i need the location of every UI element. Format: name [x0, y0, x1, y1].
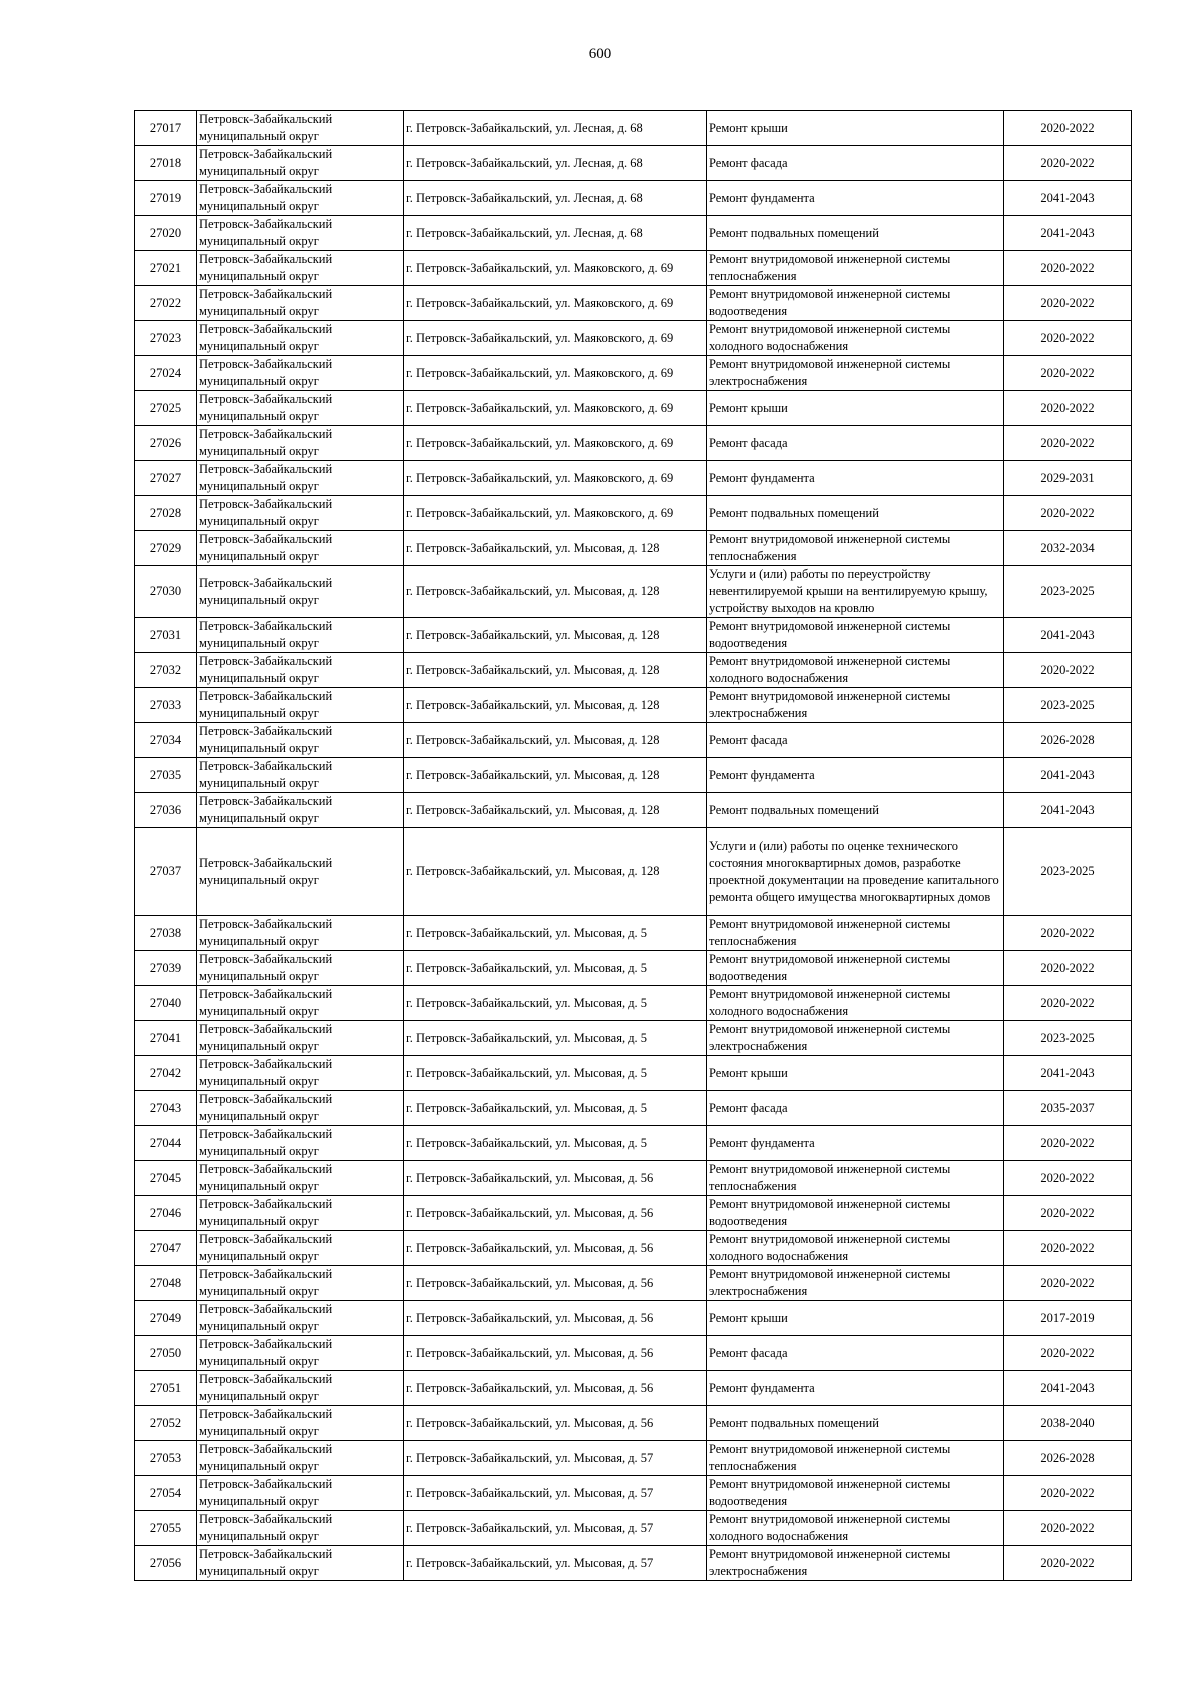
work-type-cell: Ремонт подвальных помещений [707, 216, 1004, 251]
table-row [135, 1336, 1132, 1371]
table-body [135, 111, 1132, 1581]
address-cell: г. Петровск-Забайкальский, ул. Мысовая, д. 5 [404, 1056, 707, 1091]
address-cell: г. Петровск-Забайкальский, ул. Мысовая, д. 5 [404, 1021, 707, 1056]
municipality-cell: Петровск-Забайкальский муниципальный округ [197, 951, 404, 986]
row-number-cell: 27021 [135, 251, 197, 286]
period-cell: 2041-2043 [1004, 181, 1132, 216]
period-cell: 2020-2022 [1004, 1126, 1132, 1161]
table-row [135, 1546, 1132, 1581]
work-type-cell: Ремонт внутридомовой инженерной системы электроснабжения [707, 356, 1004, 391]
table-row [135, 286, 1132, 321]
work-type-cell: Ремонт фундамента [707, 1126, 1004, 1161]
row-number-cell: 27041 [135, 1021, 197, 1056]
address-cell: г. Петровск-Забайкальский, ул. Мысовая, д. 56 [404, 1406, 707, 1441]
row-number-cell: 27036 [135, 793, 197, 828]
period-cell: 2020-2022 [1004, 111, 1132, 146]
row-number-cell: 27032 [135, 653, 197, 688]
table-row [135, 181, 1132, 216]
work-type-cell: Ремонт подвальных помещений [707, 1406, 1004, 1441]
table-row [135, 1511, 1132, 1546]
work-type-cell: Ремонт внутридомовой инженерной системы теплоснабжения [707, 1441, 1004, 1476]
table-row [135, 321, 1132, 356]
municipality-cell: Петровск-Забайкальский муниципальный округ [197, 1301, 404, 1336]
row-number-cell: 27017 [135, 111, 197, 146]
table-row [135, 1476, 1132, 1511]
row-number-cell: 27044 [135, 1126, 197, 1161]
row-number-cell: 27020 [135, 216, 197, 251]
address-cell: г. Петровск-Забайкальский, ул. Лесная, д. 68 [404, 216, 707, 251]
municipality-cell: Петровск-Забайкальский муниципальный округ [197, 391, 404, 426]
address-cell: г. Петровск-Забайкальский, ул. Мысовая, д. 5 [404, 916, 707, 951]
municipality-cell: Петровск-Забайкальский муниципальный округ [197, 758, 404, 793]
address-cell: г. Петровск-Забайкальский, ул. Мысовая, д. 56 [404, 1336, 707, 1371]
period-cell: 2020-2022 [1004, 286, 1132, 321]
work-type-cell: Ремонт внутридомовой инженерной системы электроснабжения [707, 1021, 1004, 1056]
work-type-cell: Ремонт крыши [707, 1056, 1004, 1091]
period-cell: 2020-2022 [1004, 1266, 1132, 1301]
work-type-cell: Ремонт подвальных помещений [707, 793, 1004, 828]
work-type-cell: Ремонт крыши [707, 391, 1004, 426]
address-cell: г. Петровск-Забайкальский, ул. Мысовая, д. 128 [404, 793, 707, 828]
row-number-cell: 27045 [135, 1161, 197, 1196]
work-type-cell: Ремонт крыши [707, 111, 1004, 146]
municipality-cell: Петровск-Забайкальский муниципальный округ [197, 828, 404, 916]
work-type-cell: Ремонт внутридомовой инженерной системы холодного водоснабжения [707, 653, 1004, 688]
work-type-cell: Ремонт внутридомовой инженерной системы водоотведения [707, 286, 1004, 321]
work-type-cell: Ремонт внутридомовой инженерной системы водоотведения [707, 1196, 1004, 1231]
municipality-cell: Петровск-Забайкальский муниципальный округ [197, 1196, 404, 1231]
period-cell: 2041-2043 [1004, 758, 1132, 793]
period-cell: 2026-2028 [1004, 1441, 1132, 1476]
table-row [135, 461, 1132, 496]
work-type-cell: Ремонт внутридомовой инженерной системы водоотведения [707, 951, 1004, 986]
table-row [135, 758, 1132, 793]
table-row [135, 356, 1132, 391]
municipality-cell: Петровск-Забайкальский муниципальный округ [197, 496, 404, 531]
municipality-cell: Петровск-Забайкальский муниципальный округ [197, 1546, 404, 1581]
row-number-cell: 27042 [135, 1056, 197, 1091]
municipality-cell: Петровск-Забайкальский муниципальный округ [197, 146, 404, 181]
address-cell: г. Петровск-Забайкальский, ул. Лесная, д. 68 [404, 111, 707, 146]
row-number-cell: 27048 [135, 1266, 197, 1301]
work-type-cell: Ремонт фасада [707, 146, 1004, 181]
row-number-cell: 27035 [135, 758, 197, 793]
address-cell: г. Петровск-Забайкальский, ул. Мысовая, д. 56 [404, 1301, 707, 1336]
address-cell: г. Петровск-Забайкальский, ул. Маяковского, д. 69 [404, 321, 707, 356]
table-row [135, 1021, 1132, 1056]
municipality-cell: Петровск-Забайкальский муниципальный округ [197, 1126, 404, 1161]
work-type-cell: Ремонт фундамента [707, 758, 1004, 793]
work-type-cell: Ремонт фасада [707, 723, 1004, 758]
municipality-cell: Петровск-Забайкальский муниципальный округ [197, 426, 404, 461]
municipality-cell: Петровск-Забайкальский муниципальный округ [197, 286, 404, 321]
period-cell: 2023-2025 [1004, 828, 1132, 916]
period-cell: 2032-2034 [1004, 531, 1132, 566]
period-cell: 2041-2043 [1004, 618, 1132, 653]
work-type-cell: Ремонт крыши [707, 1301, 1004, 1336]
row-number-cell: 27053 [135, 1441, 197, 1476]
row-number-cell: 27052 [135, 1406, 197, 1441]
row-number-cell: 27051 [135, 1371, 197, 1406]
work-type-cell: Услуги и (или) работы по оценке технического состояния многоквартирных домов, разработке проектной документации на проведение капитального ремонта общего имущества многоквартирных домов [707, 828, 1004, 916]
work-type-cell: Ремонт внутридомовой инженерной системы холодного водоснабжения [707, 1511, 1004, 1546]
municipality-cell: Петровск-Забайкальский муниципальный округ [197, 688, 404, 723]
municipality-cell: Петровск-Забайкальский муниципальный округ [197, 653, 404, 688]
table-row [135, 251, 1132, 286]
municipality-cell: Петровск-Забайкальский муниципальный округ [197, 111, 404, 146]
period-cell: 2020-2022 [1004, 1161, 1132, 1196]
address-cell: г. Петровск-Забайкальский, ул. Маяковского, д. 69 [404, 426, 707, 461]
address-cell: г. Петровск-Забайкальский, ул. Мысовая, д. 128 [404, 566, 707, 618]
table-row [135, 618, 1132, 653]
work-type-cell: Ремонт фундамента [707, 1371, 1004, 1406]
row-number-cell: 27023 [135, 321, 197, 356]
row-number-cell: 27040 [135, 986, 197, 1021]
municipality-cell: Петровск-Забайкальский муниципальный округ [197, 618, 404, 653]
period-cell: 2023-2025 [1004, 688, 1132, 723]
address-cell: г. Петровск-Забайкальский, ул. Мысовая, д. 56 [404, 1161, 707, 1196]
municipality-cell: Петровск-Забайкальский муниципальный округ [197, 461, 404, 496]
period-cell: 2035-2037 [1004, 1091, 1132, 1126]
municipality-cell: Петровск-Забайкальский муниципальный округ [197, 916, 404, 951]
table-row [135, 723, 1132, 758]
period-cell: 2029-2031 [1004, 461, 1132, 496]
row-number-cell: 27028 [135, 496, 197, 531]
municipality-cell: Петровск-Забайкальский муниципальный округ [197, 723, 404, 758]
municipality-cell: Петровск-Забайкальский муниципальный округ [197, 1161, 404, 1196]
table-row [135, 1231, 1132, 1266]
work-type-cell: Ремонт внутридомовой инженерной системы теплоснабжения [707, 916, 1004, 951]
municipality-cell: Петровск-Забайкальский муниципальный округ [197, 1441, 404, 1476]
work-type-cell: Ремонт фундамента [707, 461, 1004, 496]
municipality-cell: Петровск-Забайкальский муниципальный округ [197, 566, 404, 618]
page-number: 600 [588, 46, 612, 62]
work-type-cell: Ремонт внутридомовой инженерной системы электроснабжения [707, 688, 1004, 723]
period-cell: 2020-2022 [1004, 146, 1132, 181]
period-cell: 2020-2022 [1004, 1196, 1132, 1231]
table-row [135, 1126, 1132, 1161]
address-cell: г. Петровск-Забайкальский, ул. Мысовая, д. 5 [404, 951, 707, 986]
table-row [135, 688, 1132, 723]
work-type-cell: Ремонт фасада [707, 1336, 1004, 1371]
address-cell: г. Петровск-Забайкальский, ул. Мысовая, д. 57 [404, 1476, 707, 1511]
address-cell: г. Петровск-Забайкальский, ул. Мысовая, д. 128 [404, 688, 707, 723]
period-cell: 2020-2022 [1004, 951, 1132, 986]
address-cell: г. Петровск-Забайкальский, ул. Маяковского, д. 69 [404, 286, 707, 321]
period-cell: 2026-2028 [1004, 723, 1132, 758]
municipality-cell: Петровск-Забайкальский муниципальный округ [197, 356, 404, 391]
municipality-cell: Петровск-Забайкальский муниципальный округ [197, 1406, 404, 1441]
address-cell: г. Петровск-Забайкальский, ул. Мысовая, д. 57 [404, 1441, 707, 1476]
municipality-cell: Петровск-Забайкальский муниципальный округ [197, 251, 404, 286]
row-number-cell: 27018 [135, 146, 197, 181]
address-cell: г. Петровск-Забайкальский, ул. Маяковского, д. 69 [404, 461, 707, 496]
period-cell: 2041-2043 [1004, 793, 1132, 828]
municipality-cell: Петровск-Забайкальский муниципальный округ [197, 1056, 404, 1091]
municipality-cell: Петровск-Забайкальский муниципальный округ [197, 793, 404, 828]
address-cell: г. Петровск-Забайкальский, ул. Маяковского, д. 69 [404, 391, 707, 426]
table-row [135, 1196, 1132, 1231]
period-cell: 2038-2040 [1004, 1406, 1132, 1441]
period-cell: 2020-2022 [1004, 986, 1132, 1021]
municipality-cell: Петровск-Забайкальский муниципальный округ [197, 1091, 404, 1126]
row-number-cell: 27033 [135, 688, 197, 723]
table-row [135, 951, 1132, 986]
table-row [135, 1266, 1132, 1301]
address-cell: г. Петровск-Забайкальский, ул. Мысовая, д. 5 [404, 1091, 707, 1126]
address-cell: г. Петровск-Забайкальский, ул. Лесная, д. 68 [404, 181, 707, 216]
period-cell: 2041-2043 [1004, 1371, 1132, 1406]
period-cell: 2020-2022 [1004, 1546, 1132, 1581]
period-cell: 2020-2022 [1004, 321, 1132, 356]
municipality-cell: Петровск-Забайкальский муниципальный округ [197, 321, 404, 356]
period-cell: 2041-2043 [1004, 1056, 1132, 1091]
row-number-cell: 27046 [135, 1196, 197, 1231]
table-row [135, 1091, 1132, 1126]
work-type-cell: Ремонт внутридомовой инженерной системы теплоснабжения [707, 531, 1004, 566]
table-row [135, 1441, 1132, 1476]
period-cell: 2020-2022 [1004, 356, 1132, 391]
period-cell: 2020-2022 [1004, 1336, 1132, 1371]
address-cell: г. Петровск-Забайкальский, ул. Мысовая, д. 57 [404, 1511, 707, 1546]
address-cell: г. Петровск-Забайкальский, ул. Мысовая, д. 56 [404, 1231, 707, 1266]
table-row [135, 793, 1132, 828]
address-cell: г. Петровск-Забайкальский, ул. Мысовая, д. 5 [404, 986, 707, 1021]
row-number-cell: 27054 [135, 1476, 197, 1511]
address-cell: г. Петровск-Забайкальский, ул. Мысовая, д. 128 [404, 828, 707, 916]
work-type-cell: Ремонт фасада [707, 1091, 1004, 1126]
period-cell: 2020-2022 [1004, 1511, 1132, 1546]
address-cell: г. Петровск-Забайкальский, ул. Мысовая, д. 56 [404, 1196, 707, 1231]
row-number-cell: 27022 [135, 286, 197, 321]
period-cell: 2020-2022 [1004, 251, 1132, 286]
address-cell: г. Петровск-Забайкальский, ул. Мысовая, д. 128 [404, 723, 707, 758]
work-type-cell: Ремонт внутридомовой инженерной системы электроснабжения [707, 1546, 1004, 1581]
table-row [135, 216, 1132, 251]
address-cell: г. Петровск-Забайкальский, ул. Мысовая, д. 57 [404, 1546, 707, 1581]
municipality-cell: Петровск-Забайкальский муниципальный округ [197, 1021, 404, 1056]
row-number-cell: 27050 [135, 1336, 197, 1371]
row-number-cell: 27027 [135, 461, 197, 496]
row-number-cell: 27019 [135, 181, 197, 216]
table-row [135, 1056, 1132, 1091]
row-number-cell: 27029 [135, 531, 197, 566]
row-number-cell: 27025 [135, 391, 197, 426]
address-cell: г. Петровск-Забайкальский, ул. Мысовая, д. 56 [404, 1371, 707, 1406]
table-row [135, 566, 1132, 618]
row-number-cell: 27024 [135, 356, 197, 391]
period-cell: 2020-2022 [1004, 916, 1132, 951]
address-cell: г. Петровск-Забайкальский, ул. Мысовая, д. 5 [404, 1126, 707, 1161]
period-cell: 2023-2025 [1004, 1021, 1132, 1056]
table-row [135, 986, 1132, 1021]
table-row [135, 828, 1132, 916]
period-cell: 2023-2025 [1004, 566, 1132, 618]
table-row [135, 146, 1132, 181]
table-row [135, 496, 1132, 531]
row-number-cell: 27034 [135, 723, 197, 758]
row-number-cell: 27043 [135, 1091, 197, 1126]
work-type-cell: Ремонт внутридомовой инженерной системы теплоснабжения [707, 251, 1004, 286]
table-row [135, 1371, 1132, 1406]
table-row [135, 111, 1132, 146]
municipality-cell: Петровск-Забайкальский муниципальный округ [197, 986, 404, 1021]
repair-schedule-table [134, 110, 1132, 1581]
municipality-cell: Петровск-Забайкальский муниципальный округ [197, 1231, 404, 1266]
address-cell: г. Петровск-Забайкальский, ул. Маяковского, д. 69 [404, 356, 707, 391]
address-cell: г. Петровск-Забайкальский, ул. Маяковского, д. 69 [404, 251, 707, 286]
address-cell: г. Петровск-Забайкальский, ул. Мысовая, д. 128 [404, 531, 707, 566]
table-row [135, 1301, 1132, 1336]
work-type-cell: Ремонт внутридомовой инженерной системы холодного водоснабжения [707, 986, 1004, 1021]
municipality-cell: Петровск-Забайкальский муниципальный округ [197, 1371, 404, 1406]
work-type-cell: Услуги и (или) работы по переустройству невентилируемой крыши на вентилируемую крышу, устройству выходов на кровлю [707, 566, 1004, 618]
work-type-cell: Ремонт внутридомовой инженерной системы электроснабжения [707, 1266, 1004, 1301]
municipality-cell: Петровск-Забайкальский муниципальный округ [197, 1266, 404, 1301]
municipality-cell: Петровск-Забайкальский муниципальный округ [197, 1476, 404, 1511]
address-cell: г. Петровск-Забайкальский, ул. Маяковского, д. 69 [404, 496, 707, 531]
period-cell: 2020-2022 [1004, 1476, 1132, 1511]
municipality-cell: Петровск-Забайкальский муниципальный округ [197, 216, 404, 251]
table-row [135, 426, 1132, 461]
work-type-cell: Ремонт подвальных помещений [707, 496, 1004, 531]
address-cell: г. Петровск-Забайкальский, ул. Мысовая, д. 56 [404, 1266, 707, 1301]
address-cell: г. Петровск-Забайкальский, ул. Мысовая, д. 128 [404, 653, 707, 688]
row-number-cell: 27056 [135, 1546, 197, 1581]
row-number-cell: 27031 [135, 618, 197, 653]
period-cell: 2020-2022 [1004, 653, 1132, 688]
municipality-cell: Петровск-Забайкальский муниципальный округ [197, 531, 404, 566]
address-cell: г. Петровск-Забайкальский, ул. Мысовая, д. 128 [404, 618, 707, 653]
table-row [135, 531, 1132, 566]
municipality-cell: Петровск-Забайкальский муниципальный округ [197, 181, 404, 216]
work-type-cell: Ремонт внутридомовой инженерной системы холодного водоснабжения [707, 321, 1004, 356]
municipality-cell: Петровск-Забайкальский муниципальный округ [197, 1336, 404, 1371]
table-row [135, 916, 1132, 951]
period-cell: 2020-2022 [1004, 426, 1132, 461]
address-cell: г. Петровск-Забайкальский, ул. Мысовая, д. 128 [404, 758, 707, 793]
work-type-cell: Ремонт внутридомовой инженерной системы водоотведения [707, 1476, 1004, 1511]
row-number-cell: 27030 [135, 566, 197, 618]
period-cell: 2017-2019 [1004, 1301, 1132, 1336]
work-type-cell: Ремонт фасада [707, 426, 1004, 461]
table-row [135, 653, 1132, 688]
table-row [135, 1406, 1132, 1441]
work-type-cell: Ремонт фундамента [707, 181, 1004, 216]
row-number-cell: 27037 [135, 828, 197, 916]
row-number-cell: 27055 [135, 1511, 197, 1546]
work-type-cell: Ремонт внутридомовой инженерной системы теплоснабжения [707, 1161, 1004, 1196]
table-row [135, 1161, 1132, 1196]
period-cell: 2041-2043 [1004, 216, 1132, 251]
period-cell: 2020-2022 [1004, 496, 1132, 531]
address-cell: г. Петровск-Забайкальский, ул. Лесная, д. 68 [404, 146, 707, 181]
period-cell: 2020-2022 [1004, 391, 1132, 426]
row-number-cell: 27039 [135, 951, 197, 986]
row-number-cell: 27047 [135, 1231, 197, 1266]
municipality-cell: Петровск-Забайкальский муниципальный округ [197, 1511, 404, 1546]
work-type-cell: Ремонт внутридомовой инженерной системы холодного водоснабжения [707, 1231, 1004, 1266]
table-row [135, 391, 1132, 426]
row-number-cell: 27038 [135, 916, 197, 951]
row-number-cell: 27026 [135, 426, 197, 461]
period-cell: 2020-2022 [1004, 1231, 1132, 1266]
row-number-cell: 27049 [135, 1301, 197, 1336]
work-type-cell: Ремонт внутридомовой инженерной системы водоотведения [707, 618, 1004, 653]
